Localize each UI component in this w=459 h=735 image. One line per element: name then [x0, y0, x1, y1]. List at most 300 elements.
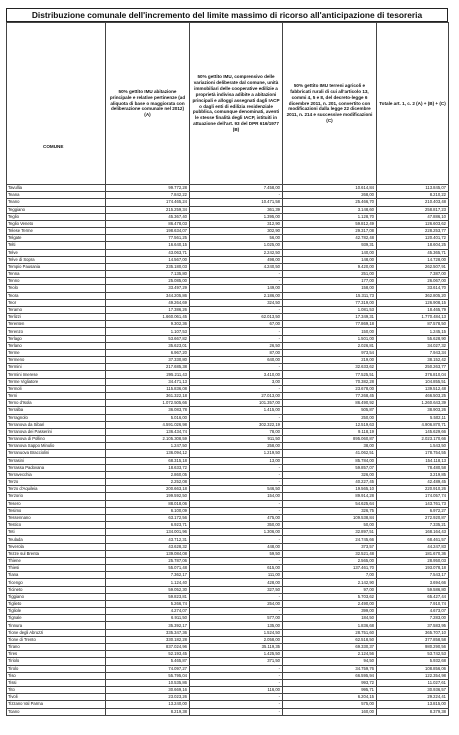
col-b-cell: 312,90 [190, 220, 283, 227]
comune-cell: Termoli [7, 385, 106, 392]
col-c-cell: 326,00 [283, 471, 377, 478]
col-a-cell: 7.362,17 [106, 572, 190, 579]
col-a-cell: 33.497,29 [106, 285, 190, 292]
col-b-cell: - [190, 708, 283, 715]
comune-cell: Terrasini [7, 457, 106, 464]
table-row [7, 486, 449, 493]
col-b-cell: 154,00 [190, 493, 283, 500]
col-a-cell: 199.592,50 [106, 493, 190, 500]
total-cell: 3.694,66 [377, 579, 449, 586]
col-b-cell: 56,00 [190, 235, 283, 242]
col-b-cell: - [190, 335, 283, 342]
comune-cell: Teverola [7, 543, 106, 550]
table-row [7, 543, 449, 550]
col-a-cell: 174.465,24 [106, 199, 190, 206]
total-cell: 30.936,57 [377, 687, 449, 694]
table-row [7, 636, 449, 643]
table-row [7, 213, 449, 220]
col-c-cell: 12.519,63 [283, 421, 377, 428]
col-c-cell: 85.784,00 [283, 457, 377, 464]
col-b-cell: 67,00 [190, 321, 283, 328]
table-row [7, 679, 449, 686]
comune-cell: Teulada [7, 536, 106, 543]
comune-cell: Tivoli [7, 694, 106, 701]
col-b-cell: 302,90 [190, 228, 283, 235]
col-b-cell: - [190, 271, 283, 278]
col-a-cell: 49.264,69 [106, 299, 190, 306]
table-row [7, 220, 449, 227]
comune-cell: Tito [7, 687, 106, 694]
table-row [7, 185, 449, 192]
col-b-cell: 327,50 [190, 586, 283, 593]
table-row [7, 385, 449, 392]
table-row [7, 471, 449, 478]
col-a-cell: 2.860,05 [106, 471, 190, 478]
col-c-cell: 40.227,45 [283, 479, 377, 486]
col-a-cell: 1.124,40 [106, 579, 190, 586]
table-row [7, 443, 449, 450]
total-cell: 228.253,77 [377, 228, 449, 235]
col-b-cell: 428,00 [190, 579, 283, 586]
col-b-cell: 350,00 [190, 522, 283, 529]
total-cell: 126.603,62 [377, 220, 449, 227]
table-row [7, 271, 449, 278]
col-b-cell: - [190, 414, 283, 421]
col-b-cell: 1.306,00 [190, 529, 283, 536]
comune-cell: Terlano [7, 342, 106, 349]
comune-cell: Teggiano [7, 206, 106, 213]
total-cell: 7.910,74 [377, 600, 449, 607]
col-c-cell: 1.081,53 [283, 306, 377, 313]
col-c-cell: 70.382,28 [283, 378, 377, 385]
col-a-cell: 88.018,06 [106, 500, 190, 507]
total-cell: 143.761,73 [377, 500, 449, 507]
table-row [7, 335, 449, 342]
table-row [7, 522, 449, 529]
col-c-cell: 69.330,37 [283, 644, 377, 651]
col-b-cell: 615,00 [190, 565, 283, 572]
col-b-cell: 7.458,00 [190, 185, 283, 192]
col-b-cell: 371,50 [190, 658, 283, 665]
total-cell: 38.903,26 [377, 407, 449, 414]
header-col-b: 50% gettito IMU, comprensivo delle variazioni deliberate dal comune, unità immobiliari delle cooperative edilizie a proprietà indivisa adibite a abitazioni principali e alloggi assegnati dagli IACP o dagli enti di edilizia residenziale pubblica, comunque denominati, aventi le stesse finalità degli IACP, istituiti in attuazione dell'art. 93 del DPR 616/1977 (B) [190, 23, 283, 185]
table-row [7, 672, 449, 679]
table-row [7, 414, 449, 421]
col-a-cell: 139.084,08 [106, 550, 190, 557]
total-cell: 181.670,36 [377, 550, 449, 557]
comune-cell: Terranova da Sibari [7, 421, 106, 428]
col-b-cell: 78,00 [190, 428, 283, 435]
comune-cell: Tiriolo [7, 658, 106, 665]
col-a-cell: 59.052,30 [106, 586, 190, 593]
comune-cell: Terzo [7, 479, 106, 486]
col-b-cell: 149,00 [190, 285, 283, 292]
comune-cell: Telese Terme [7, 228, 106, 235]
comune-cell: Termeno [7, 357, 106, 364]
total-cell: 980.290,56 [377, 644, 449, 651]
total-cell: 122.354,98 [377, 672, 449, 679]
col-b-cell: 59,50 [190, 550, 283, 557]
table-row [7, 392, 449, 399]
table-row [7, 507, 449, 514]
comune-cell: Ticineto [7, 586, 106, 593]
col-b-cell: 35.119,35 [190, 644, 283, 651]
col-a-cell: 5.465,87 [106, 658, 190, 665]
col-c-cell: 2.565,00 [283, 557, 377, 564]
col-a-cell: 55.071,48 [106, 565, 190, 572]
comune-cell: Telgate [7, 235, 106, 242]
total-cell: 1.543,50 [377, 443, 449, 450]
col-c-cell: 1.128,70 [283, 213, 377, 220]
col-b-cell: 3,00 [190, 378, 283, 385]
col-a-cell: 52.193,45 [106, 651, 190, 658]
col-c-cell: 59.857,07 [283, 464, 377, 471]
col-a-cell: 45.367,40 [106, 213, 190, 220]
col-b-cell: - [190, 192, 283, 199]
total-cell: 6.972,27 [377, 507, 449, 514]
table-row [7, 349, 449, 356]
col-b-cell: - [190, 500, 283, 507]
col-c-cell: 9.118,19 [283, 428, 377, 435]
col-c-cell: 575,00 [283, 701, 377, 708]
col-c-cell: 41.062,51 [283, 450, 377, 457]
col-c-cell: 140,00 [283, 249, 377, 256]
table-row [7, 242, 449, 249]
col-c-cell: 2.026,81 [283, 342, 377, 349]
col-a-cell: 8.219,38 [106, 708, 190, 715]
comune-cell: Termini [7, 364, 106, 371]
total-cell: 18.465,79 [377, 306, 449, 313]
table-row [7, 342, 449, 349]
col-a-cell: 7.135,80 [106, 271, 190, 278]
col-c-cell: 6.204,15 [283, 694, 377, 701]
table-row [7, 694, 449, 701]
table-row [7, 199, 449, 206]
col-a-cell: 53.667,82 [106, 335, 190, 342]
total-cell: 365.707,10 [377, 629, 449, 636]
total-cell: 377.858,58 [377, 636, 449, 643]
col-b-cell: - [190, 364, 283, 371]
col-b-cell: - [190, 479, 283, 486]
total-cell: 178.754,55 [377, 450, 449, 457]
table-row [7, 536, 449, 543]
total-cell: 250.263,77 [377, 364, 449, 371]
col-c-cell: 939,31 [283, 242, 377, 249]
col-c-cell: 268,00 [283, 192, 377, 199]
comune-cell: Ticengo [7, 579, 106, 586]
col-b-cell: 640,00 [190, 357, 283, 364]
table-row [7, 263, 449, 270]
col-c-cell: 2.490,00 [283, 600, 377, 607]
comune-cell: Teglio Veneto [7, 220, 106, 227]
document-title: Distribuzione comunale dell'incremento del limite massimo di ricorso all'anticipazione di tesoreria [6, 8, 448, 22]
comune-cell: Tione di Trento [7, 636, 106, 643]
col-c-cell: 24.745,66 [283, 536, 377, 543]
comune-cell: Terni [7, 392, 106, 399]
col-a-cell: 7.842,22 [106, 192, 190, 199]
col-c-cell: 326,75 [283, 507, 377, 514]
municipal-distribution-table [6, 22, 449, 716]
col-a-cell: 115.836,08 [106, 385, 190, 392]
comune-cell: Teti [7, 529, 106, 536]
col-a-cell: 2.105.308,59 [106, 436, 190, 443]
table-row [7, 500, 449, 507]
table-row [7, 529, 449, 536]
col-a-cell: 136.094,12 [106, 450, 190, 457]
total-cell: 104.855,51 [377, 378, 449, 385]
total-cell: 59.586,80 [377, 586, 449, 593]
col-b-cell: 577,00 [190, 615, 283, 622]
table-row [7, 644, 449, 651]
total-cell: 272.920,87 [377, 514, 449, 521]
total-cell: 193.078,18 [377, 565, 449, 572]
col-c-cell: 5.703,62 [283, 593, 377, 600]
col-a-cell: 200.663,18 [106, 486, 190, 493]
col-c-cell: 77.268,45 [283, 392, 377, 399]
col-c-cell: 32.521,48 [283, 550, 377, 557]
col-c-cell: 59.812,49 [283, 220, 377, 227]
col-c-cell: 895.060,87 [283, 436, 377, 443]
comune-cell: Tiglieto [7, 600, 106, 607]
total-cell: 7.335,21 [377, 522, 449, 529]
table-row [7, 608, 449, 615]
col-b-cell: 254,00 [190, 600, 283, 607]
col-a-cell: 1.072.505,66 [106, 400, 190, 407]
col-b-cell: - [190, 278, 283, 285]
comune-cell: Tiggiano [7, 593, 106, 600]
col-c-cell: 77.319,00 [283, 299, 377, 306]
total-cell: 1.770.484,13 [377, 314, 449, 321]
total-cell: 34.027,32 [377, 342, 449, 349]
comune-cell: Tiana [7, 572, 106, 579]
col-a-cell: 59.823,81 [106, 593, 190, 600]
comune-cell: Tizzano Val Parma [7, 701, 106, 708]
total-cell: 87.578,50 [377, 321, 449, 328]
total-cell: 376.810,04 [377, 371, 449, 378]
total-cell: 18.604,25 [377, 242, 449, 249]
col-a-cell: 4.591.026,98 [106, 421, 190, 428]
col-b-cell: 2.186,00 [190, 292, 283, 299]
table-row [7, 357, 449, 364]
total-cell: 362.805,20 [377, 292, 449, 299]
col-c-cell: 42.782,48 [283, 235, 377, 242]
table-row [7, 593, 449, 600]
col-c-cell: 219,00 [283, 357, 377, 364]
col-a-cell: 330.182,28 [106, 636, 190, 643]
col-b-cell: - [190, 507, 283, 514]
table-row [7, 378, 449, 385]
table-row [7, 292, 449, 299]
table-row [7, 701, 449, 708]
total-cell: 113.845,07 [377, 185, 449, 192]
col-c-cell: 109.538,84 [283, 514, 377, 521]
col-a-cell: 16.640,15 [106, 242, 190, 249]
comune-cell: Tirano [7, 644, 106, 651]
col-c-cell: 19.565,10 [283, 486, 377, 493]
total-cell: 7.283,00 [377, 615, 449, 622]
col-c-cell: 32.633,62 [283, 364, 377, 371]
comune-cell: Toano [7, 708, 106, 715]
total-cell: 3.219,85 [377, 471, 449, 478]
col-c-cell: 148,00 [283, 256, 377, 263]
col-c-cell: 251,00 [283, 271, 377, 278]
col-c-cell: 250,00 [283, 414, 377, 421]
header-col-a: 50% gettito IMU abitazione principale e relative pertinenze (ad aliquota di base o maggiorata con deliberazione comunale nel 2012) (A) [106, 23, 190, 185]
col-b-cell: - [190, 665, 283, 672]
total-cell: 65.427,44 [377, 593, 449, 600]
col-a-cell: 36.083,78 [106, 407, 190, 414]
col-b-cell: - [190, 471, 283, 478]
col-c-cell: 62.518,50 [283, 636, 377, 643]
col-a-cell: 1.247,50 [106, 443, 190, 450]
col-c-cell: 15.311,73 [283, 292, 377, 299]
col-c-cell: 158,00 [283, 285, 377, 292]
col-a-cell: 99.772,28 [106, 185, 190, 192]
col-c-cell: 77.869,18 [283, 321, 377, 328]
total-cell: 1.245,15 [377, 328, 449, 335]
col-b-cell: 62.013,50 [190, 314, 283, 321]
comune-cell: Tenno [7, 278, 106, 285]
table-row [7, 665, 449, 672]
table-row [7, 600, 449, 607]
col-b-cell: 1.524,50 [190, 629, 283, 636]
col-a-cell: 136.434,74 [106, 428, 190, 435]
comune-cell: Terenten [7, 321, 106, 328]
total-cell: 5.932,68 [377, 658, 449, 665]
col-b-cell: 1.415,00 [190, 407, 283, 414]
col-c-cell: 66.595,94 [283, 672, 377, 679]
table-row [7, 407, 449, 414]
total-cell: 7.387,00 [377, 271, 449, 278]
col-a-cell: 344.205,86 [106, 292, 190, 299]
col-c-cell: 10.614,84 [283, 185, 377, 192]
table-row [7, 235, 449, 242]
col-a-cell: 1.107,53 [106, 328, 190, 335]
col-a-cell: 17.386,26 [106, 306, 190, 313]
col-a-cell: 198.634,07 [106, 228, 190, 235]
table-row [7, 436, 449, 443]
col-b-cell: - [190, 672, 283, 679]
col-c-cell: 2.124,56 [283, 651, 377, 658]
col-a-cell: 6.100,09 [106, 507, 190, 514]
total-cell: 4.673,07 [377, 608, 449, 615]
table-row [7, 579, 449, 586]
col-b-cell: 302.322,19 [190, 421, 283, 428]
table-row [7, 306, 449, 313]
comune-cell: Teano [7, 199, 106, 206]
total-cell: 168.164,43 [377, 529, 449, 536]
total-cell: 1.260.643,39 [377, 400, 449, 407]
comune-cell: Tessennano [7, 514, 106, 521]
col-b-cell: 448,00 [190, 543, 283, 550]
col-b-cell: - [190, 679, 283, 686]
comune-cell: Tires [7, 651, 106, 658]
col-c-cell: 137.461,70 [283, 565, 377, 572]
table-row [7, 428, 449, 435]
total-cell: 145.629,66 [377, 428, 449, 435]
col-c-cell: 9.420,00 [283, 263, 377, 270]
table-row [7, 493, 449, 500]
table-row [7, 615, 449, 622]
total-cell: 4.906.870,71 [377, 421, 449, 428]
col-c-cell: 38,00 [283, 443, 377, 450]
col-b-cell: 475,00 [190, 514, 283, 521]
col-c-cell: 993,72 [283, 679, 377, 686]
table-header-row [7, 23, 449, 185]
comune-cell: Tavullia [7, 185, 106, 192]
total-cell: 466.503,25 [377, 392, 449, 399]
comune-cell: Terragnolo [7, 414, 106, 421]
col-a-cell: 837.024,96 [106, 644, 190, 651]
col-b-cell: 1.219,50 [190, 450, 283, 457]
col-a-cell: 63.172,56 [106, 514, 190, 521]
table-row [7, 651, 449, 658]
col-b-cell: 546,50 [190, 486, 283, 493]
header-comune: COMUNE [7, 23, 106, 185]
comune-cell: Tirolo [7, 665, 106, 672]
col-b-cell: - [190, 536, 283, 543]
comune-cell: Teolo [7, 285, 106, 292]
table-row [7, 658, 449, 665]
table-row [7, 321, 449, 328]
total-cell: 53.742,53 [377, 651, 449, 658]
total-cell: 5.502,11 [377, 414, 449, 421]
col-c-cell: 50,00 [283, 522, 377, 529]
col-a-cell: 361.322,18 [106, 392, 190, 399]
col-c-cell: 184,50 [283, 615, 377, 622]
table-row [7, 708, 449, 715]
table-row [7, 285, 449, 292]
col-b-cell: 911,50 [190, 436, 283, 443]
comune-cell: Terzo d'Aquileia [7, 486, 106, 493]
comune-cell: Telti [7, 242, 106, 249]
total-cell: 68.461,57 [377, 536, 449, 543]
col-a-cell: 34.471,13 [106, 378, 190, 385]
col-b-cell: 1.025,00 [190, 242, 283, 249]
comune-cell: Tinnura [7, 622, 106, 629]
comune-cell: Tempio Pausania [7, 263, 106, 270]
col-c-cell: 1.836,68 [283, 622, 377, 629]
col-c-cell: 34.759,76 [283, 665, 377, 672]
table-row [7, 299, 449, 306]
col-a-cell: 43.628,32 [106, 543, 190, 550]
comune-cell: Terralba [7, 407, 106, 414]
col-b-cell: 1.395,00 [190, 213, 283, 220]
col-b-cell: 87,00 [190, 349, 283, 356]
comune-cell: Thiesi [7, 565, 106, 572]
col-b-cell: - [190, 306, 283, 313]
comune-cell: Terlago [7, 335, 106, 342]
col-a-cell: 30.669,16 [106, 687, 190, 694]
header-col-c: 50% gettito IMU terreni agricoli e fabbricati rurali di cui all'articolo 13, commi 4, 5 e 8, del decreto-legge 6 dicembre 2011, n. 201, convertito con modificazioni dalla legge 22 dicembre 2011, n. 214 e successive modificazioni (C) [283, 23, 377, 185]
comune-cell: Teana [7, 192, 106, 199]
col-b-cell: - [190, 593, 283, 600]
table-row [7, 278, 449, 285]
comune-cell: Termini Imerese [7, 371, 106, 378]
table-row [7, 328, 449, 335]
col-c-cell: 89.914,28 [283, 493, 377, 500]
col-b-cell: 101.357,00 [190, 400, 283, 407]
table-row [7, 371, 449, 378]
col-c-cell: 973,54 [283, 349, 377, 356]
total-cell: 11.027,61 [377, 679, 449, 686]
col-b-cell: 3.410,00 [190, 371, 283, 378]
total-cell: 154.118,13 [377, 457, 449, 464]
col-c-cell: 23.678,00 [283, 385, 377, 392]
comune-cell: Testico [7, 522, 106, 529]
total-cell: 108.856,06 [377, 665, 449, 672]
col-b-cell: 361,39 [190, 206, 283, 213]
